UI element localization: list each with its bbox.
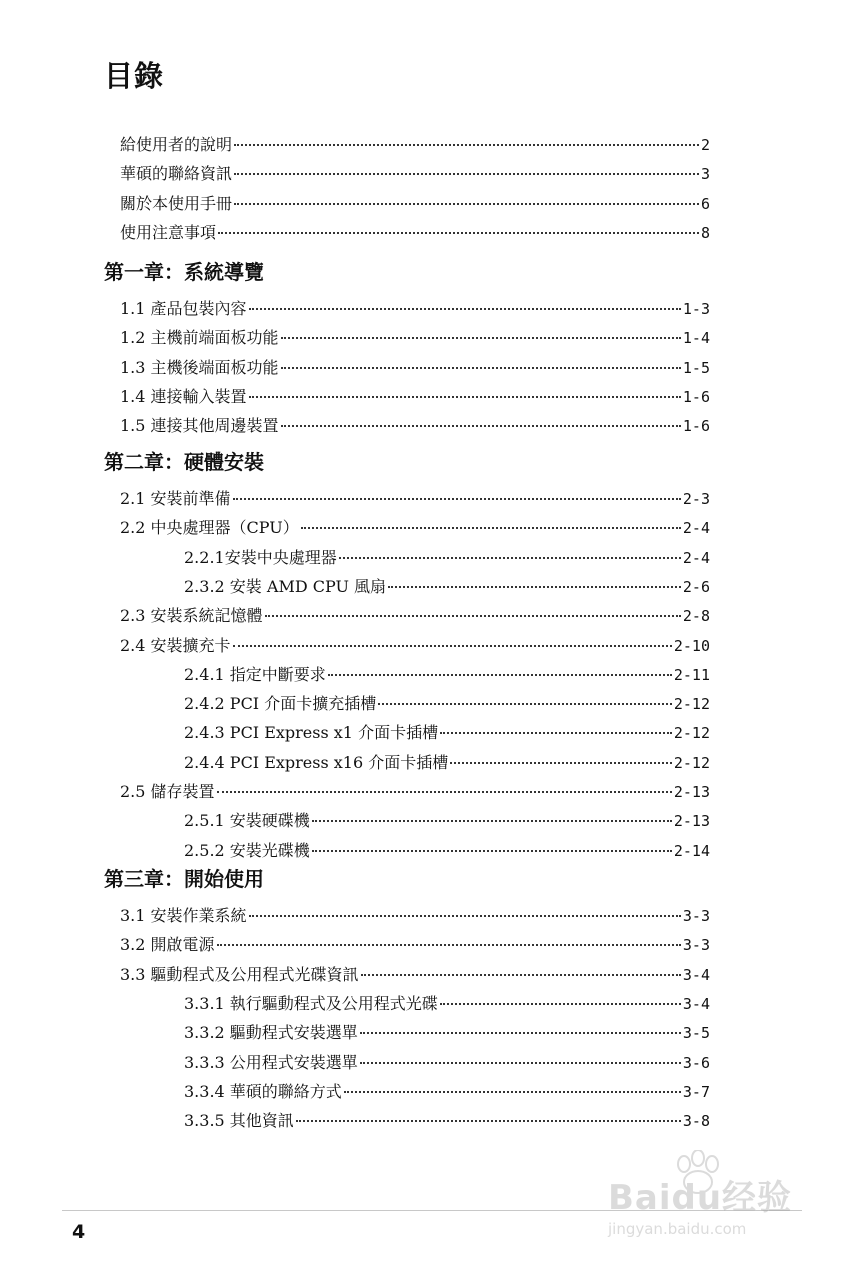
dot-leader	[440, 712, 672, 734]
toc-entry	[120, 380, 710, 408]
toc-entry-label: 1.4 連接輸入裝置	[120, 386, 247, 406]
dot-leader	[218, 212, 699, 234]
toc-entry-page: 2-11	[673, 665, 710, 684]
toc-entry-label: 3.3.2 驅動程式安裝選單	[184, 1023, 358, 1043]
dot-leader	[450, 742, 672, 764]
dot-leader	[249, 376, 681, 398]
toc-entry-label: 2.4.3 PCI Express x1 介面卡插槽	[184, 723, 439, 743]
dot-leader	[440, 983, 681, 1005]
dot-leader	[361, 954, 681, 976]
toc-entry-page: 2-4	[682, 548, 710, 567]
dot-leader	[234, 183, 699, 205]
toc-entry-label: 2.5.1 安裝硬碟機	[184, 811, 310, 831]
toc-entry-label: 2.2.1安裝中央處理器	[184, 547, 337, 567]
toc-entry	[120, 599, 710, 627]
toc-entry-page: 1-5	[682, 358, 710, 377]
dot-leader	[217, 771, 672, 793]
toc-entry-page: 3-3	[682, 907, 710, 925]
toc-entry	[120, 187, 710, 215]
toc-entry	[120, 629, 710, 657]
toc-entry-page: 6	[700, 194, 710, 213]
toc-entry-page: 2-13	[673, 812, 710, 831]
toc-entry	[184, 834, 710, 862]
dot-leader	[312, 830, 672, 852]
dot-leader	[233, 625, 672, 647]
toc-entry-page: 3-5	[682, 1024, 710, 1043]
toc-entry-label: 1.3 主機後端面板功能	[120, 357, 279, 377]
toc-entry-label: 1.2 主機前端面板功能	[120, 328, 279, 348]
toc-entry	[184, 1075, 710, 1103]
dot-leader	[301, 507, 681, 529]
toc-entry-label: 3.3.4 華碩的聯絡方式	[184, 1081, 342, 1101]
toc-entry-label: 2.4 安裝擴充卡	[120, 635, 231, 655]
toc-entry-page: 2-13	[673, 783, 710, 801]
toc-entry	[184, 1046, 710, 1074]
dot-leader	[296, 1100, 681, 1122]
toc-entry-label: 給使用者的說明	[120, 135, 233, 154]
toc-entry	[120, 958, 710, 986]
toc-entry	[184, 687, 710, 715]
toc-entry-page: 3-4	[682, 994, 710, 1013]
toc-entry-label: 關於本使用手冊	[120, 193, 233, 213]
dot-leader	[344, 1071, 681, 1093]
toc-entry-label: 2.2 中央處理器（CPU）	[120, 518, 299, 538]
toc-entry	[120, 216, 710, 244]
toc-entry-page: 3-8	[682, 1112, 710, 1131]
dot-leader	[249, 288, 681, 310]
toc-entry-page: 2-10	[673, 636, 710, 655]
toc-entry-label: 2.5.2 安裝光碟機	[184, 840, 310, 860]
chapter-heading: 第一章：系統導覽	[104, 260, 264, 284]
toc-entry	[184, 987, 710, 1015]
toc-entry	[184, 658, 710, 686]
watermark-url: jingyan.baidu.com	[608, 1220, 747, 1238]
toc-entry	[184, 1016, 710, 1044]
toc-entry-label: 2.4.2 PCI 介面卡擴充插槽	[184, 694, 377, 714]
dot-leader	[281, 317, 681, 339]
dot-leader	[388, 566, 681, 588]
toc-entry	[184, 716, 710, 744]
dot-leader	[378, 683, 672, 705]
toc-entry-label: 3.3.3 公用程式安裝選單	[184, 1052, 358, 1072]
toc-entry-page: 8	[700, 223, 710, 242]
toc-entry-label: 使用注意事項	[120, 222, 217, 242]
toc-entry-page: 1-4	[682, 329, 710, 348]
toc-entry	[120, 775, 710, 803]
toc-entry-page: 2	[700, 136, 710, 154]
toc-entry-page: 1-6	[682, 387, 710, 406]
toc-entry-page: 2-3	[682, 490, 710, 508]
watermark-logo-text: Baidu经验	[608, 1178, 793, 1218]
baidu-watermark	[600, 1150, 800, 1250]
toc-entry-page: 2-12	[673, 695, 710, 714]
dot-leader	[360, 1042, 681, 1064]
toc-entry-page: 2-8	[682, 607, 710, 626]
toc-entry	[120, 292, 710, 320]
toc-entry	[184, 746, 710, 774]
toc-entry	[120, 899, 710, 927]
toc-entry-page: 1-3	[682, 300, 710, 318]
dot-leader	[360, 1012, 681, 1034]
toc-entry	[120, 928, 710, 956]
toc-entry	[120, 351, 710, 379]
chapter-heading: 第二章：硬體安裝	[104, 450, 264, 474]
toc-entry-page: 2-14	[673, 841, 710, 860]
toc-entry-label: 2.5 儲存裝置	[120, 782, 215, 801]
toc-entry-label: 華碩的聯絡資訊	[120, 164, 233, 184]
page-title: 目錄	[104, 59, 165, 93]
dot-leader	[217, 924, 681, 946]
toc-entry-page: 2-4	[682, 519, 710, 538]
dot-leader	[281, 405, 681, 427]
toc-entry-label: 2.4.1 指定中斷要求	[184, 664, 326, 684]
toc-entry	[120, 157, 710, 185]
toc-entry	[120, 482, 710, 510]
toc-entry	[184, 1104, 710, 1132]
toc-entry	[120, 128, 710, 156]
toc-entry	[184, 570, 710, 598]
dot-leader	[234, 124, 699, 146]
dot-leader	[328, 654, 672, 676]
toc-entry-label: 3.1 安裝作業系統	[120, 906, 247, 925]
toc-entry-label: 1.5 連接其他周邊裝置	[120, 416, 279, 436]
toc-entry-page: 3-3	[682, 936, 710, 955]
dot-leader	[234, 153, 699, 175]
toc-entry	[120, 321, 710, 349]
toc-entry-label: 3.3.1 執行驅動程式及公用程式光碟	[184, 993, 438, 1013]
dot-leader	[265, 595, 681, 617]
toc-entry-page: 1-6	[682, 417, 710, 436]
chapter-heading: 第三章：開始使用	[104, 867, 264, 891]
toc-entry	[120, 511, 710, 539]
toc-entry-label: 2.3.2 安裝 AMD CPU 風扇	[184, 576, 387, 596]
dot-leader	[339, 537, 681, 559]
dot-leader	[312, 800, 672, 822]
toc-entry-label: 2.1 安裝前準備	[120, 489, 231, 508]
toc-entry-label: 2.4.4 PCI Express x16 介面卡插槽	[184, 752, 449, 772]
dot-leader	[233, 478, 681, 500]
toc-entry-label: 1.1 產品包裝內容	[120, 299, 247, 318]
toc-entry-label: 3.3 驅動程式及公用程式光碟資訊	[120, 964, 359, 984]
toc-entry-page: 3-4	[682, 965, 710, 984]
page-number: 4	[72, 1221, 86, 1243]
toc-entry-label: 3.2 開啟電源	[120, 935, 215, 955]
toc-entry	[184, 541, 710, 569]
toc-entry-page: 2-12	[673, 724, 710, 743]
dot-leader	[281, 347, 681, 369]
toc-entry-page: 3-7	[682, 1082, 710, 1101]
toc-entry-page: 2-6	[682, 577, 710, 596]
toc-entry-page: 3	[700, 165, 710, 184]
toc-entry-page: 3-6	[682, 1053, 710, 1072]
toc-entry	[120, 409, 710, 437]
toc-entry	[184, 804, 710, 832]
toc-entry-label: 3.3.5 其他資訊	[184, 1111, 294, 1131]
toc-entry-label: 2.3 安裝系統記憶體	[120, 606, 263, 626]
toc-entry-page: 2-12	[673, 753, 710, 772]
dot-leader	[249, 895, 681, 917]
